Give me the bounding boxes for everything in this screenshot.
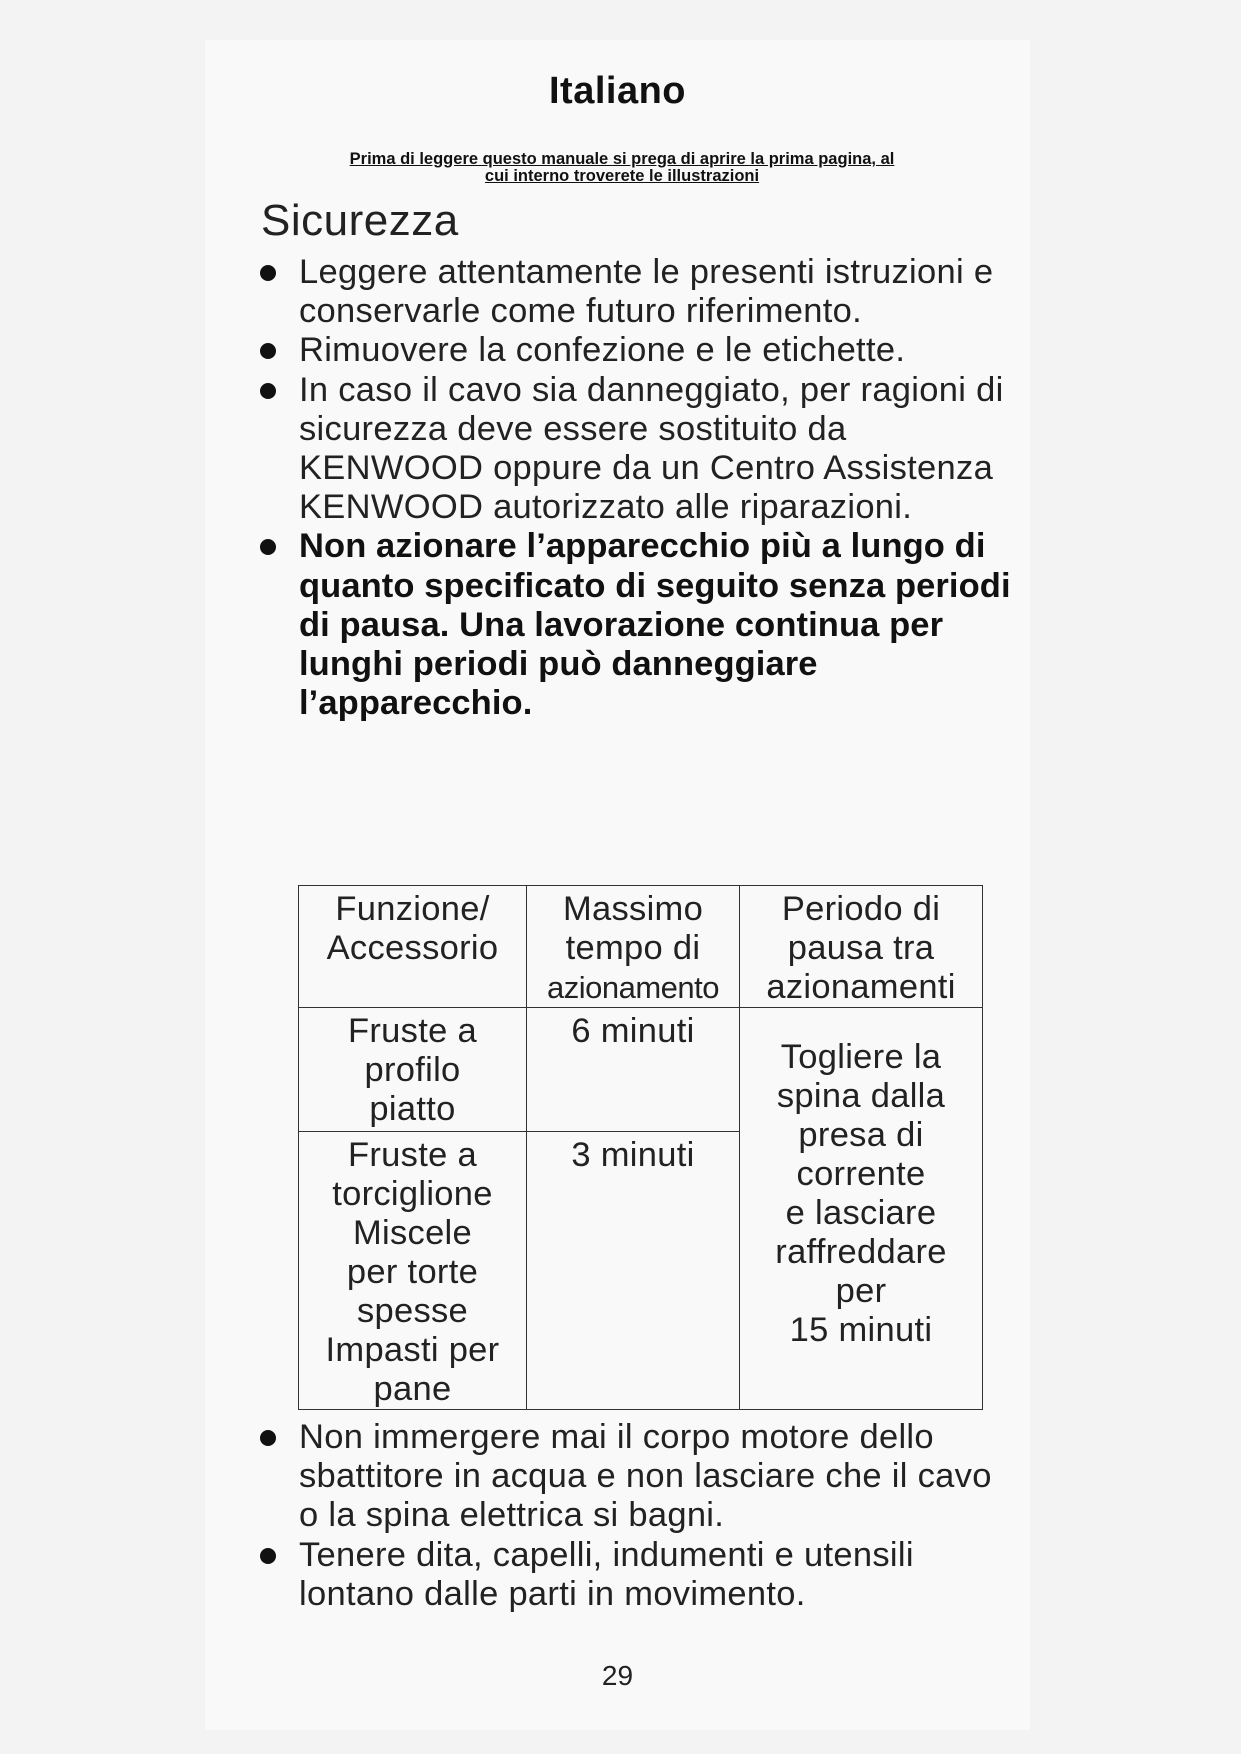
header-max-time-line: tempo di — [565, 929, 701, 967]
header-pause — [740, 886, 983, 1008]
function-line: Impasti per — [325, 1331, 500, 1369]
pause-line: presa di — [798, 1115, 924, 1154]
header-function-line: Accessorio — [326, 929, 499, 967]
header-pause-line: pausa tra — [787, 929, 935, 967]
pause-cell — [740, 1008, 983, 1410]
safety-item — [255, 1418, 1015, 1536]
pause-line: spina dalla — [776, 1076, 946, 1115]
safety-item-text: In caso il cavo sia danneggiato, per ragioni di sicurezza deve essere sostituito da KENWOOD oppure da un Centro Assistenza KENWOOD autorizzato alle riparazioni. — [299, 370, 1004, 527]
header-pause-line: azionamenti — [766, 968, 956, 1006]
bullet-dot-icon — [260, 1548, 276, 1564]
header-function — [299, 886, 527, 1008]
bullet-dot-icon — [260, 265, 276, 281]
language-title: Italiano — [548, 70, 687, 112]
table-row — [299, 1008, 983, 1132]
max-time-value: 3 minuti — [571, 1136, 695, 1174]
safety-item-text: Rimuovere la confezione e le etichette. — [299, 331, 906, 370]
bullet-dot-icon — [260, 539, 276, 555]
notice-line-1: Prima di leggere questo manuale si prega di aprire la prima pagina, al — [349, 150, 895, 168]
safety-item — [255, 1536, 1015, 1614]
pause-line: e lasciare — [785, 1193, 937, 1232]
safety-list-top — [255, 253, 1015, 723]
illustrations-notice — [272, 151, 972, 185]
pause-line: raffreddare — [775, 1232, 947, 1271]
max-time-value: 6 minuti — [571, 1012, 695, 1050]
function-line: profilo — [364, 1051, 461, 1089]
header-function-line: Funzione/ — [335, 890, 490, 928]
table-header-row — [299, 886, 983, 1008]
function-line: Fruste a — [348, 1012, 477, 1050]
function-line: Miscele — [352, 1214, 473, 1252]
function-line: Fruste a — [348, 1136, 477, 1174]
header-max-time-line: azionamento — [546, 970, 719, 1005]
header-max-time-line: Massimo — [562, 890, 704, 928]
safety-item-text: Non immergere mai il corpo motore dello sbattitore in acqua e non lasciare che il cavo o la spina elettrica si bagni. — [299, 1418, 992, 1535]
function-line: spesse — [356, 1292, 469, 1330]
pause-line: Togliere la — [780, 1037, 942, 1076]
safety-item — [255, 253, 1015, 331]
max-time-cell — [527, 1008, 740, 1132]
safety-item-warning — [255, 527, 1015, 723]
section-title: Sicurezza — [261, 196, 459, 245]
bullet-dot-icon — [260, 343, 276, 359]
function-line: pane — [373, 1370, 452, 1408]
header-max-time — [527, 886, 740, 1008]
page-number: 29 — [601, 1660, 634, 1691]
function-cell — [299, 1132, 527, 1410]
function-line: per torte — [346, 1253, 479, 1291]
safety-list-bottom — [255, 1418, 1015, 1614]
pause-line: corrente — [796, 1154, 926, 1193]
function-line: torciglione — [332, 1175, 493, 1213]
function-line: piatto — [369, 1090, 456, 1128]
bullet-dot-icon — [260, 1430, 276, 1446]
pause-line: per — [835, 1271, 887, 1310]
pause-line: 15 minuti — [789, 1310, 933, 1349]
safety-item-text: Non azionare l’apparecchio più a lungo di quanto specificato di seguito senza periodi di pausa. Una lavorazione continua per lunghi periodi può danneggiare l’apparecchio. — [299, 527, 1011, 723]
header-pause-line: Periodo di — [781, 890, 941, 928]
notice-line-2: cui interno troverete le illustrazioni — [484, 167, 760, 185]
operating-time-table — [298, 885, 983, 1410]
max-time-cell — [527, 1132, 740, 1410]
function-cell — [299, 1008, 527, 1132]
safety-item — [255, 331, 1015, 370]
safety-item-text: Tenere dita, capelli, indumenti e utensili lontano dalle parti in movimento. — [299, 1535, 914, 1613]
safety-item-text: Leggere attentamente le presenti istruzioni e conservarle come futuro riferimento. — [299, 253, 994, 331]
safety-item — [255, 371, 1015, 528]
bullet-dot-icon — [260, 383, 276, 399]
